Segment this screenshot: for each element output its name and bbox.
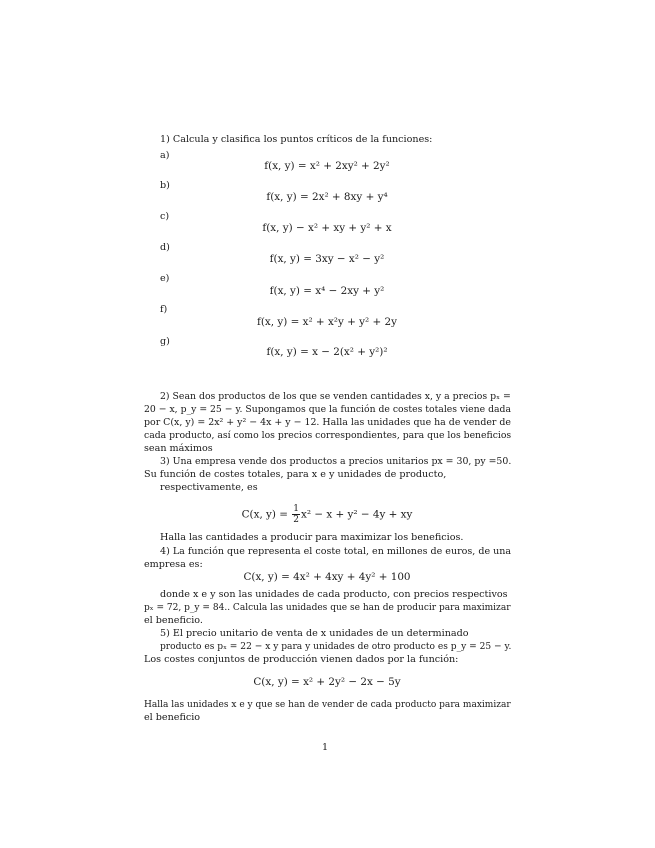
problem-3-equation <box>200 504 454 525</box>
problem-2-line: 2) Sean dos productos de los que se venden cantidades x, y a precios pₓ = <box>160 391 511 402</box>
problem-4-line: pₓ = 72, p_y = 84.. Calcula las unidades que se han de producir para maximizar <box>144 602 511 613</box>
problem-3-line: Su función de costes totales, para x e y unidades de producto, <box>144 469 447 480</box>
problem-5-line: 5) El precio unitario de venta de x unidades de un determinado <box>160 628 469 639</box>
item-g-label: g) <box>160 336 170 347</box>
problem-4-line: 4) La función que representa el coste total, en millones de euros, de una <box>160 546 512 557</box>
page-number: 1 <box>322 742 329 753</box>
one-half-fraction <box>292 504 300 525</box>
item-e-equation: f(x, y) = x⁴ − 2xy + y² <box>269 285 385 297</box>
item-c-equation: f(x, y) − x² + xy + y² + x <box>262 222 392 234</box>
item-c-label: c) <box>160 211 170 222</box>
item-a-equation: f(x, y) = x² + 2xy² + 2y² <box>264 160 390 172</box>
problem-4-equation: C(x, y) = 4x² + 4xy + 4y² + 100 <box>243 571 411 583</box>
item-f-equation: f(x, y) = x² + x²y + y² + 2y <box>257 316 397 328</box>
problem-4-line: el beneficio. <box>144 615 203 626</box>
equation-right: x² − x + y² − 4y + xy <box>301 508 413 521</box>
item-f-label: f) <box>160 304 168 315</box>
item-e-label: e) <box>160 273 170 284</box>
item-b-equation: f(x, y) = 2x² + 8xy + y⁴ <box>266 191 388 203</box>
item-d-equation: f(x, y) = 3xy − x² − y² <box>269 253 385 265</box>
fraction-numerator: 1 <box>293 504 300 514</box>
equation-left: C(x, y) = <box>241 508 292 521</box>
problem-3-line: respectivamente, es <box>160 482 258 493</box>
problem-3-question: Halla las cantidades a producir para maximizar los beneficios. <box>160 532 464 543</box>
problem-5-line: producto es pₓ = 22 − x y para y unidades de otro producto es p_y = 25 − y. <box>160 641 512 652</box>
problem-2-line: 20 − x, p_y = 25 − y. Supongamos que la función de costes totales viene dada <box>144 404 511 415</box>
problem-4-line: empresa es: <box>144 559 203 570</box>
problem-5-line: Los costes conjuntos de producción vienen dados por la función: <box>144 654 459 665</box>
problem-5-equation: C(x, y) = x² + 2y² − 2x − 5y <box>253 676 401 688</box>
problem-2-line: sean máximos <box>144 443 213 454</box>
item-a-label: a) <box>160 150 170 161</box>
problem-1-intro: 1) Calcula y clasifica los puntos críticos de la funciones: <box>160 134 433 145</box>
item-d-label: d) <box>160 242 170 253</box>
problem-2-line: por C(x, y) = 2x² + y² − 4x + y − 12. Halla las unidades que ha de vender de <box>144 417 512 428</box>
item-b-label: b) <box>160 180 170 191</box>
problem-5-line: el beneficio <box>144 712 201 723</box>
problem-5-line: Halla las unidades x e y que se han de vender de cada producto para maximizar <box>144 699 511 710</box>
item-g-equation: f(x, y) = x − 2(x² + y²)² <box>266 346 388 358</box>
fraction-denominator: 2 <box>293 515 300 525</box>
problem-2-line: cada producto, así como los precios correspondientes, para que los beneficios <box>144 430 512 441</box>
problem-3-line: 3) Una empresa vende dos productos a precios unitarios px = 30, py =50. <box>160 456 512 467</box>
problem-4-line: donde x e y son las unidades de cada producto, con precios respectivos <box>160 589 508 600</box>
